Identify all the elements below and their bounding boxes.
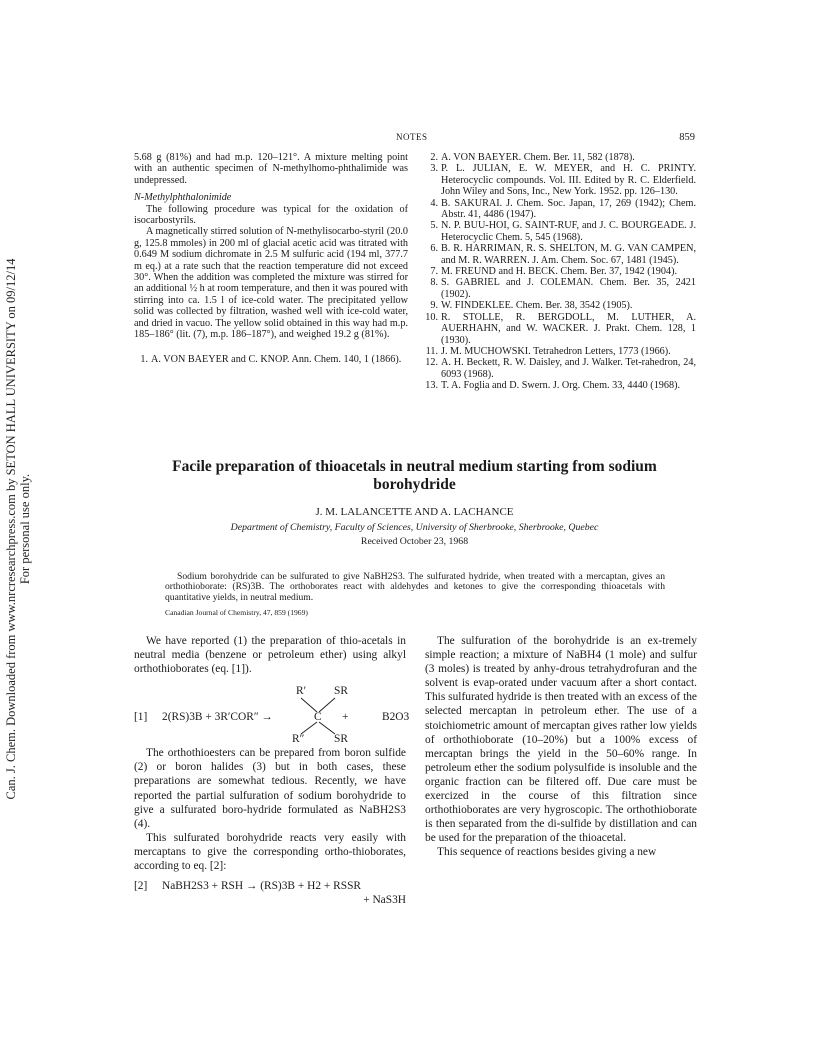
experimental-paragraph-2: The following procedure was typical for the oxidation of isocarbostyrils.	[134, 203, 408, 227]
body-paragraph: This sequence of reactions besides giving a new	[437, 846, 657, 859]
reference-text: N. P. BUU-HOI, G. SAINT-RUF, and J. C. BOURGEADE. J. Heterocyclic Chem. 5, 545 (1968).	[441, 220, 696, 243]
watermark-line-2: For personal use only.	[18, 473, 32, 585]
reference-text: P. L. JULIAN, E. W. MEYER, and H. C. PRINTY. Heterocyclic compounds. Vol. III. Edited by R. C. Elderfield. John Wiley and Sons, Inc., New York. 1952. pp. 126–130.	[441, 163, 696, 198]
reference-item	[424, 277, 696, 300]
equation-carbon: C	[314, 711, 322, 724]
reference-number: 3.	[430, 163, 438, 175]
equation-lhs: 2(RS)3B + 3R′COR″ →	[162, 711, 273, 724]
body-paragraph: The sulfuration of the borohydride is an ex-tremely simple reaction; a mixture of NaBH4 (1 mole) and sulfur (3 moles) is treated by anhy-drous tetrahydrofuran and the solvent is evap-orated under vacuum after a short contact. This sulfurated hydride is then treated with an excess of the selected mercaptan in petroleum ether. The use of a stoichiometric amount of mercaptan gives rather low yields of orthothioborate (10–20%) but a 100% excess of mercaptan brings the yield in the 50–60% range. In petroleum ether the sodium polysulfide is insoluble and the organic fraction can be filtered off. Due care must be exercized in the course of this filtration since orthothioborates are very hygroscopic. The orthothioborate is then separated from the di-sulfide by distillation and can be used for the preparation of the thioacetal.	[425, 635, 697, 845]
reference-text: T. A. Foglia and D. Swern. J. Org. Chem. 33, 4440 (1968).	[441, 380, 681, 392]
reference-number: 4.	[430, 197, 438, 209]
abstract-text: Sodium borohydride can be sulfurated to give NaBH2S3. The sulfurated hydride, when treated with a mercaptan, gives an orthothioborate: (RS)3B. The orthoborates react with aldehydes and ketones to give the corresponding thioacetals with quantitative yields, in neutral medium.	[165, 571, 665, 603]
reference-text: B. SAKURAI. J. Chem. Soc. Japan, 17, 269 (1942); Chem. Abstr. 41, 4486 (1947).	[441, 197, 696, 221]
reference-number: 11.	[425, 345, 438, 357]
experimental-paragraph-1: 5.68 g (81%) and had m.p. 120–121°. A mixture melting point with an authentic specimen of N-methylhomo-phthalimide was undepressed.	[134, 152, 408, 186]
reference-item	[424, 198, 696, 221]
body-paragraph: The orthothioesters can be prepared from boron sulfide (2) or boron halides (3) but in both cases, these preparations are somewhat tedious. Recently, we have reported the partial sulfuration of sodium borohydride to give a sulfurated boro-hydride formulated as NaBH2S3 (4).	[134, 747, 406, 830]
reference-number: 12.	[425, 357, 438, 369]
top-left-column	[134, 152, 408, 365]
journal-citation: Canadian Journal of Chemistry, 47, 859 (1969)	[165, 608, 308, 618]
body-right-column	[425, 634, 697, 860]
reference-number: 5.	[430, 220, 438, 232]
received-date: Received October 23, 1968	[360, 536, 469, 547]
reference-number: 13.	[425, 380, 438, 392]
article-header	[134, 458, 695, 547]
reference-item	[424, 163, 696, 197]
body-paragraph: We have reported (1) the preparation of thio-acetals in neutral media (benzene or petroleum ether) using alkyl orthothioborates (eq. [1]).	[134, 635, 406, 676]
reference-item	[424, 346, 696, 357]
reference-text: R. STOLLE, R. BERGDOLL, M. LUTHER, A. AUERHAHN, and W. WACKER. J. Prakt. Chem. 128, 1 (1930).	[441, 311, 696, 346]
reference-item	[424, 380, 696, 391]
download-watermark	[4, 249, 32, 809]
reference-item	[424, 243, 696, 266]
abstract	[165, 572, 665, 619]
equation-2-line-2: + NaS3H	[363, 894, 406, 907]
reference-item	[424, 152, 696, 163]
reference-item	[424, 220, 696, 243]
article-title: Facile preparation of thioacetals in neutral medium starting from sodium borohydride	[172, 458, 657, 493]
reference-number: 9.	[430, 300, 438, 312]
equation-r-double-prime: R″	[292, 733, 305, 746]
reference-item	[424, 312, 696, 346]
reference-number: 1.	[140, 353, 148, 365]
equation-r-prime: R′	[296, 685, 307, 698]
equation-b2o3: B2O3	[382, 711, 410, 724]
equation-sr-bottom: SR	[334, 733, 348, 746]
equation-number: [1]	[134, 711, 148, 724]
running-head: NOTES	[396, 132, 428, 142]
reference-number: 6.	[430, 243, 438, 255]
equation-2	[134, 879, 406, 907]
body-left-column	[134, 634, 410, 911]
page-number: 859	[679, 132, 695, 143]
experimental-paragraph-3: A magnetically stirred solution of N-methylisocarbo-styril (20.0 g, 125.8 mmoles) in 200 ml of glacial acetic acid was titrated with 0.649 M sodium dichromate in 2.5 M sulfuric acid (194 ml, 377.7 m eq.) at a rate such that the reaction temperature did not exceed 30°. When the addition was completed the mixture was stirred for an additional ½ h at room temperature, and then it was poured with stirring into ca. 1.5 l of ice-cold water. The precipitated yellow solid was collected by filtration, washed well with ice-cold water, and dried in vacuo. The yellow solid obtained in this way had m.p. 185–186° (lit. (7), m.p. 186–187°), and weighed 19.2 g (81%).	[134, 226, 408, 341]
author-affiliation: Department of Chemistry, Faculty of Sciences, University of Sherbrooke, Sherbrooke, Quebec	[230, 522, 599, 533]
reference-text: A. H. Beckett, R. W. Daisley, and J. Walker. Tet-rahedron, 24, 6093 (1968).	[441, 357, 696, 380]
reference-number: 8.	[430, 277, 438, 289]
reference-text: J. M. MUCHOWSKI. Tetrahedron Letters, 1773 (1966).	[441, 345, 671, 357]
reference-text: B. R. HARRIMAN, R. S. SHELTON, M. G. VAN CAMPEN, and M. R. WARREN. J. Am. Chem. Soc. 67, 1481 (1945).	[441, 243, 696, 266]
reference-number: 10.	[425, 311, 438, 323]
reference-text: W. FINDEKLEE. Chem. Ber. 38, 3542 (1905).	[441, 300, 633, 312]
reference-text: A. VON BAEYER and C. KNOP. Ann. Chem. 140, 1 (1866).	[151, 353, 402, 365]
section-subheading: N-Methylphthalonimide	[134, 192, 232, 204]
watermark-line-1: Can. J. Chem. Downloaded from www.nrcresearchpress.com by SETON HALL UNIVERSITY on 09/12/14	[4, 258, 18, 800]
equation-number: [2]	[134, 880, 148, 893]
reference-item	[424, 300, 696, 311]
reference-text: A. VON BAEYER. Chem. Ber. 11, 582 (1878).	[441, 152, 635, 163]
reference-text: S. GABRIEL and J. COLEMAN. Chem. Ber. 35, 2421 (1902).	[441, 277, 696, 300]
equation-2-line-1: NaBH2S3 + RSH → (RS)3B + H2 + RSSR	[162, 880, 362, 893]
equation-1	[134, 676, 410, 746]
reference-item	[424, 357, 696, 380]
reference-item	[424, 266, 696, 277]
reference-text: M. FREUND and H. BECK. Chem. Ber. 37, 1942 (1904).	[441, 266, 678, 278]
page-header	[134, 132, 695, 146]
article-authors: J. M. LALANCETTE AND A. LACHANCE	[315, 506, 514, 518]
reference-number: 2.	[430, 152, 438, 163]
top-right-column	[424, 152, 696, 392]
reference-number: 7.	[430, 266, 438, 278]
equation-plus: +	[342, 711, 349, 724]
reference-item	[134, 354, 408, 365]
reference-list-right	[424, 152, 696, 392]
reference-list-left	[134, 354, 408, 365]
body-paragraph: This sulfurated borohydride reacts very easily with mercaptans to give the corresponding ortho-thioborates, according to eq. [2]:	[134, 831, 406, 873]
equation-sr-top: SR	[334, 685, 348, 698]
